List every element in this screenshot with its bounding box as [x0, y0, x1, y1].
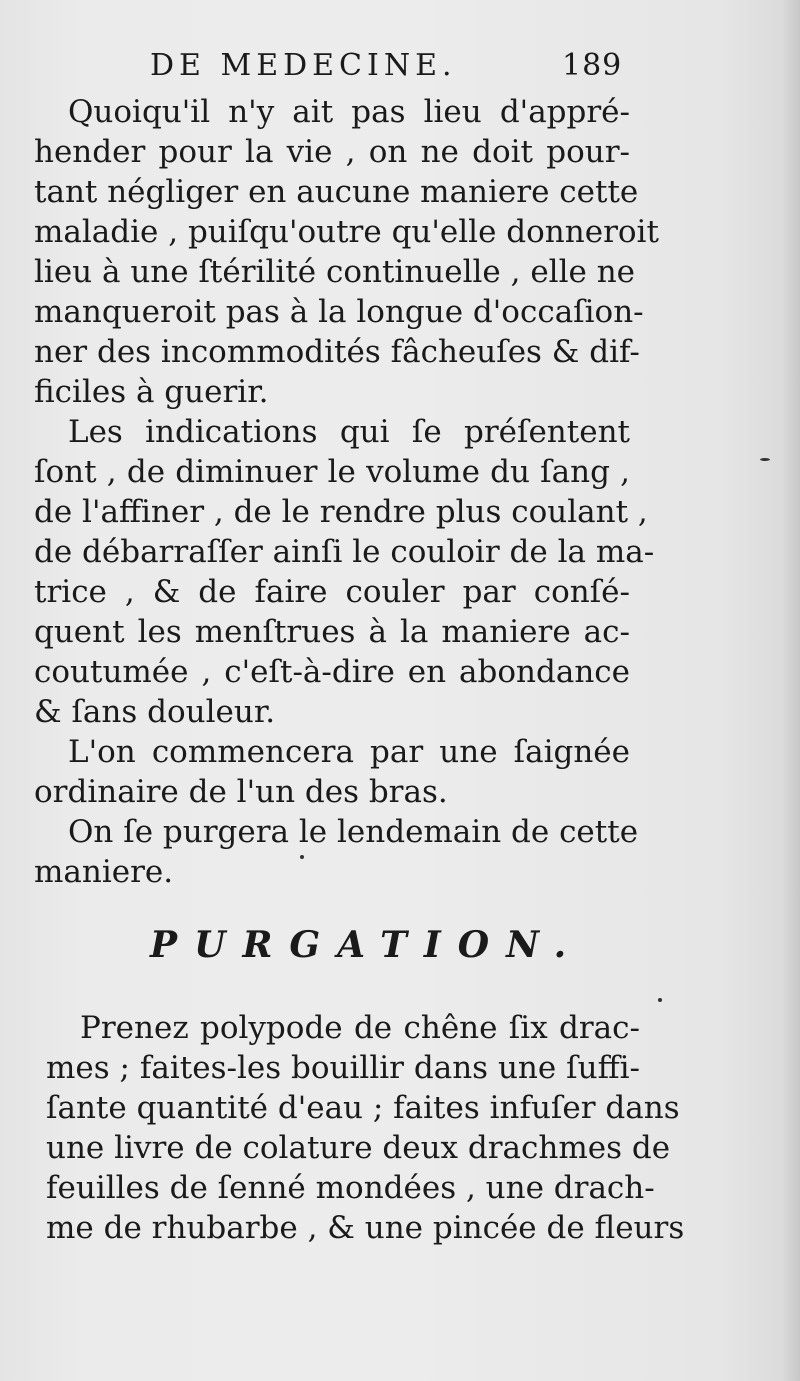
text-line: mes ; faites-les bouillir dans une ſuffi-	[46, 1050, 640, 1086]
text-line: manqueroit pas à la longue d'occaſion-	[34, 294, 644, 330]
text-line: ordinaire de l'un des bras.	[34, 774, 448, 810]
text-line: ficiles à guerir.	[34, 374, 269, 410]
body-text	[34, 92, 659, 892]
text-line: de débarraſſer ainſi le couloir de la ma-	[34, 534, 655, 570]
text-line: On ſe purgera le lendemain de cette	[68, 814, 639, 850]
text-line: Prenez polypode de chêne ſix drac-	[80, 1010, 640, 1046]
text-line: de l'affiner , de le rendre plus coulant ,	[34, 494, 648, 530]
text-line: lieu à une ſtérilité continuelle , elle ne	[34, 254, 636, 290]
ink-speck	[658, 998, 662, 1002]
text-line: ſante quantité d'eau ; faites infuſer dans	[46, 1090, 680, 1126]
section-title: PURGATION.	[150, 924, 584, 966]
text-line: coutumée , c'eſt-à-dire en abondance	[34, 654, 630, 690]
text-line: feuilles de ſenné mondées , une drach-	[46, 1170, 655, 1206]
text-line: trice , & de faire couler par conſé-	[34, 574, 630, 610]
text-line: maladie , puiſqu'outre qu'elle donneroit	[34, 214, 659, 250]
text-line: Quoiqu'il n'y ait pas lieu d'appré-	[68, 94, 630, 130]
text-line: & ſans douleur.	[34, 694, 276, 730]
text-line: maniere.	[34, 854, 174, 890]
text-line: quent les menſtrues à la maniere ac-	[34, 614, 630, 650]
page-number: 189	[562, 48, 623, 83]
text-line: ſont , de diminuer le volume du ſang ,	[34, 454, 630, 490]
text-line: me de rhubarbe , & une pincée de fleurs	[46, 1210, 685, 1246]
text-line: tant négliger en aucune maniere cette	[34, 174, 639, 210]
text-line: Les indications qui ſe préſentent	[68, 414, 630, 450]
ink-speck	[300, 855, 304, 859]
page-header	[150, 48, 638, 88]
text-line: ner des incommodités fâcheuſes & dif-	[34, 334, 640, 370]
running-head: DE MEDECINE.	[150, 48, 457, 83]
recipe-text	[46, 1008, 685, 1248]
text-line: hender pour la vie , on ne doit pour-	[34, 134, 630, 170]
text-line: une livre de colature deux drachmes de	[46, 1130, 671, 1166]
ink-speck	[760, 458, 770, 461]
text-line: L'on commencera par une ſaignée	[68, 734, 630, 770]
